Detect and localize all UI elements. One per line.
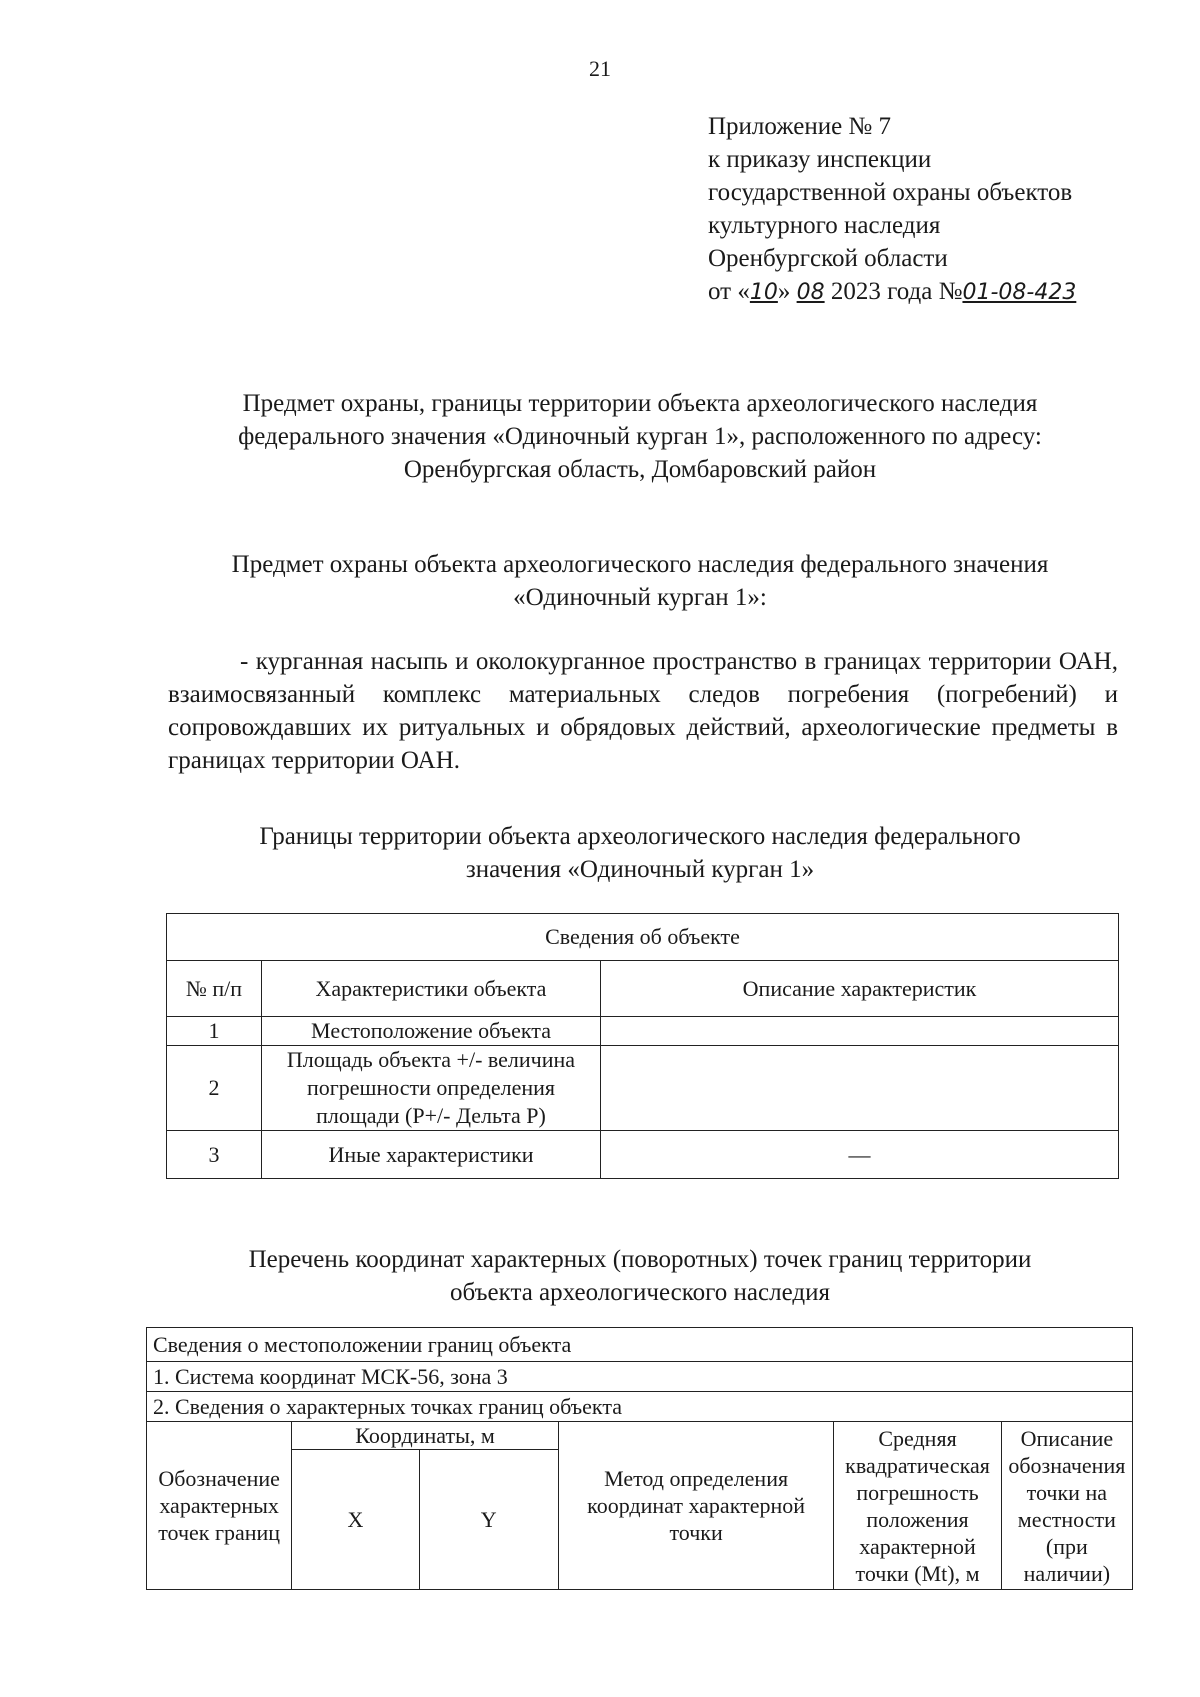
header-coordinates: Координаты, м	[292, 1422, 559, 1450]
row-desc: —	[601, 1131, 1119, 1179]
heading-line: Предмет охраны объекта археологического наследия федерального значения	[231, 551, 1049, 578]
row-name: Площадь объекта +/- величина погрешности определения площади (Р+/- Дельта Р)	[262, 1046, 601, 1131]
header-y: Y	[419, 1450, 558, 1590]
header-point-designation: Обозначение характерных точек границ	[147, 1422, 292, 1590]
appendix-line: Оренбургской области	[708, 245, 948, 272]
header-error: Средняя квадратическая погрешность положения характерной точки (Mt), м	[834, 1422, 1001, 1590]
title-line: федерального значения «Одиночный курган 1», расположенного по адресу:	[238, 423, 1042, 450]
column-header: Описание характеристик	[601, 961, 1119, 1017]
appendix-line: государственной охраны объектов	[708, 179, 1073, 206]
boundaries-heading	[150, 820, 1130, 886]
row-name: Иные характеристики	[262, 1131, 601, 1179]
column-header: Характеристики объекта	[262, 961, 601, 1017]
table-row	[167, 1131, 1119, 1179]
object-info-table	[166, 913, 1119, 1179]
table-row	[167, 1046, 1119, 1131]
coord-row-system: 1. Система координат МСК-56, зона 3	[147, 1362, 1133, 1392]
date-mid: »	[777, 278, 791, 305]
row-number: 2	[167, 1046, 262, 1131]
handwritten-order-number: 01-08-423	[962, 280, 1077, 305]
coord-row-title: Сведения о местоположении границ объекта	[147, 1328, 1133, 1362]
header-method: Метод определения координат характерной точки	[558, 1422, 834, 1590]
row-name: Местоположение объекта	[262, 1017, 601, 1046]
appendix-date-line	[708, 275, 1076, 309]
date-prefix: от «	[708, 278, 750, 305]
heading-line: Перечень координат характерных (поворотных) точек границ территории	[248, 1246, 1032, 1273]
column-header: № п/п	[167, 961, 262, 1017]
heading-line: объекта археологического наследия	[450, 1279, 830, 1306]
handwritten-month: 08	[796, 280, 825, 305]
header-x: X	[292, 1450, 419, 1590]
protection-subject-heading	[150, 548, 1130, 614]
title-line: Предмет охраны, границы территории объекта археологического наследия	[242, 390, 1038, 417]
header-description: Описание обозначения точки на местности (при наличии)	[1001, 1422, 1132, 1590]
table-row	[167, 1017, 1119, 1046]
coordinates-table	[146, 1327, 1133, 1590]
row-number: 3	[167, 1131, 262, 1179]
heading-line: Границы территории объекта археологического наследия федерального	[259, 823, 1021, 850]
appendix-line: культурного наследия	[708, 212, 941, 239]
paragraph-text: - курганная насыпь и околокурганное пространство в границах территории ОАН, взаимосвязанный комплекс материальных следов погребения (погребений) и сопровождавших их ритуальных и обрядовых действий, археологические предметы в границах территории ОАН.	[168, 648, 1118, 774]
protection-subject-paragraph	[168, 645, 1118, 777]
heading-line: значения «Одиночный курган 1»	[465, 856, 815, 883]
coord-row-points: 2. Сведения о характерных точках границ объекта	[147, 1392, 1133, 1422]
row-number: 1	[167, 1017, 262, 1046]
date-year: 2023 года №	[830, 278, 963, 305]
appendix-line: Приложение № 7	[708, 113, 892, 140]
page-number: 21	[589, 56, 611, 81]
heading-line: «Одиночный курган 1»:	[513, 584, 767, 611]
document-title	[150, 387, 1130, 486]
row-desc	[601, 1046, 1119, 1131]
coordinates-heading	[150, 1243, 1130, 1309]
title-line: Оренбургская область, Домбаровский район	[403, 456, 877, 483]
row-desc	[601, 1017, 1119, 1046]
table-caption: Сведения об объекте	[167, 914, 1119, 961]
appendix-header	[708, 110, 1076, 309]
handwritten-day: 10	[749, 280, 778, 305]
appendix-line: к приказу инспекции	[708, 146, 932, 173]
